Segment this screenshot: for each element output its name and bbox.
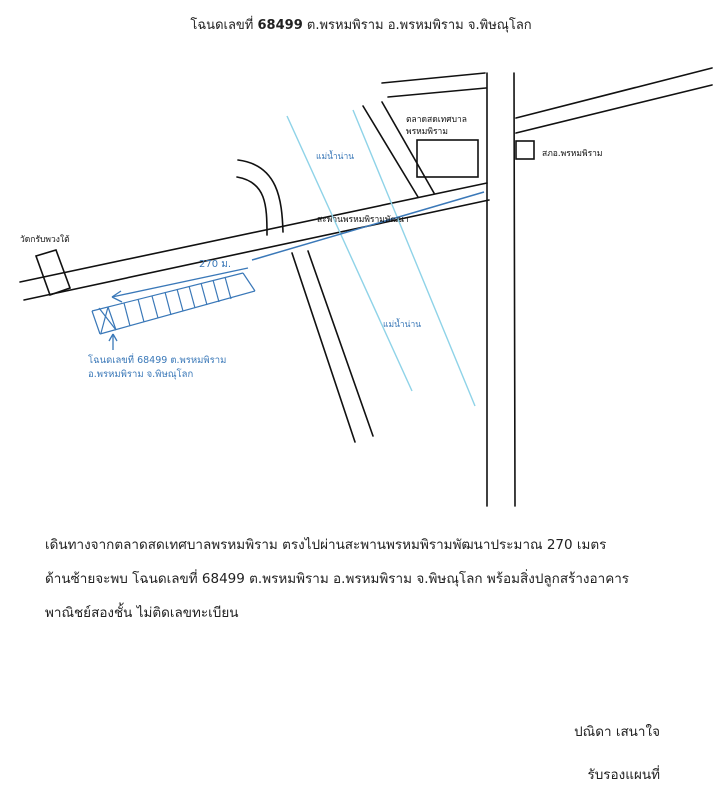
post-office-label: สภอ.พรหมพิราม bbox=[542, 149, 603, 159]
directions-paragraph bbox=[45, 528, 685, 630]
target-lot-cross-1 bbox=[99, 308, 116, 330]
directions-line-1: เดินทางจากตลาดสดเทศบาลพรหมพิราม ตรงไปผ่านสะพานพรหมพิรามพัฒนาประมาณ 270 เมตร bbox=[45, 537, 607, 553]
directions-line-2: ด้านซ้ายจะพบ โฉนดเลขที่ 68499 ต.พรหมพิราม อ.พรหมพิราม จ.พิษณุโลก พร้อมสิ่งปลูกสร้างอาคาร bbox=[45, 571, 630, 587]
lots-bottom-edge bbox=[100, 291, 255, 334]
main-road-upper-edge bbox=[20, 183, 487, 282]
lower-road-left-edge bbox=[292, 253, 355, 442]
river-label-top: แม่น้ำน่าน bbox=[316, 152, 355, 162]
river-label-bottom: แม่น้ำน่าน bbox=[383, 320, 422, 330]
main-road-lower-edge bbox=[24, 200, 489, 300]
signer-name: ปณิดา เสนาใจ bbox=[574, 724, 660, 740]
deed-pointer-arrow bbox=[109, 334, 117, 350]
curved-road-right-edge bbox=[237, 177, 267, 235]
plot-lots bbox=[92, 273, 255, 334]
vertical-road-right-edge bbox=[514, 73, 515, 506]
curved-road-left-edge bbox=[238, 160, 283, 232]
bridge-label: สะพานพรหมพิรามพัฒนา bbox=[317, 215, 409, 225]
temple-label: วัดกรับพวงใต้ bbox=[20, 235, 70, 245]
river-right-bank bbox=[353, 110, 475, 406]
top-right-road-upper-edge bbox=[382, 73, 485, 83]
lots-top-edge bbox=[92, 273, 243, 311]
signer-role: รับรองแผนที่ bbox=[587, 767, 660, 783]
market-label-line2: พรหมพิราม bbox=[406, 127, 448, 137]
top-right-road-lower-edge bbox=[388, 88, 486, 97]
market-building bbox=[417, 140, 478, 177]
directions-line-3: พาณิชย์สองชั้น ไม่ติดเลขทะเบียน bbox=[45, 605, 239, 621]
temple-building bbox=[36, 250, 70, 295]
title-prefix: โฉนดเลขที่ bbox=[190, 18, 258, 33]
title-suffix: ต.พรหมพิราม อ.พรหมพิราม จ.พิษณุโลก bbox=[302, 18, 532, 33]
distance-label: 270 ม. bbox=[199, 259, 232, 270]
title-deed-number: 68499 bbox=[257, 18, 303, 33]
deed-label-line1: โฉนดเลขที่ 68499 ต.พรหมพิราม bbox=[88, 355, 227, 366]
target-lot-cross-2 bbox=[101, 307, 108, 333]
deed-label-line2: อ.พรหมพิราม จ.พิษณุโลก bbox=[88, 369, 194, 380]
lower-road-right-edge bbox=[308, 251, 373, 436]
post-office-building bbox=[516, 141, 534, 159]
market-label-line1: ตลาดสดเทศบาล bbox=[406, 115, 468, 125]
